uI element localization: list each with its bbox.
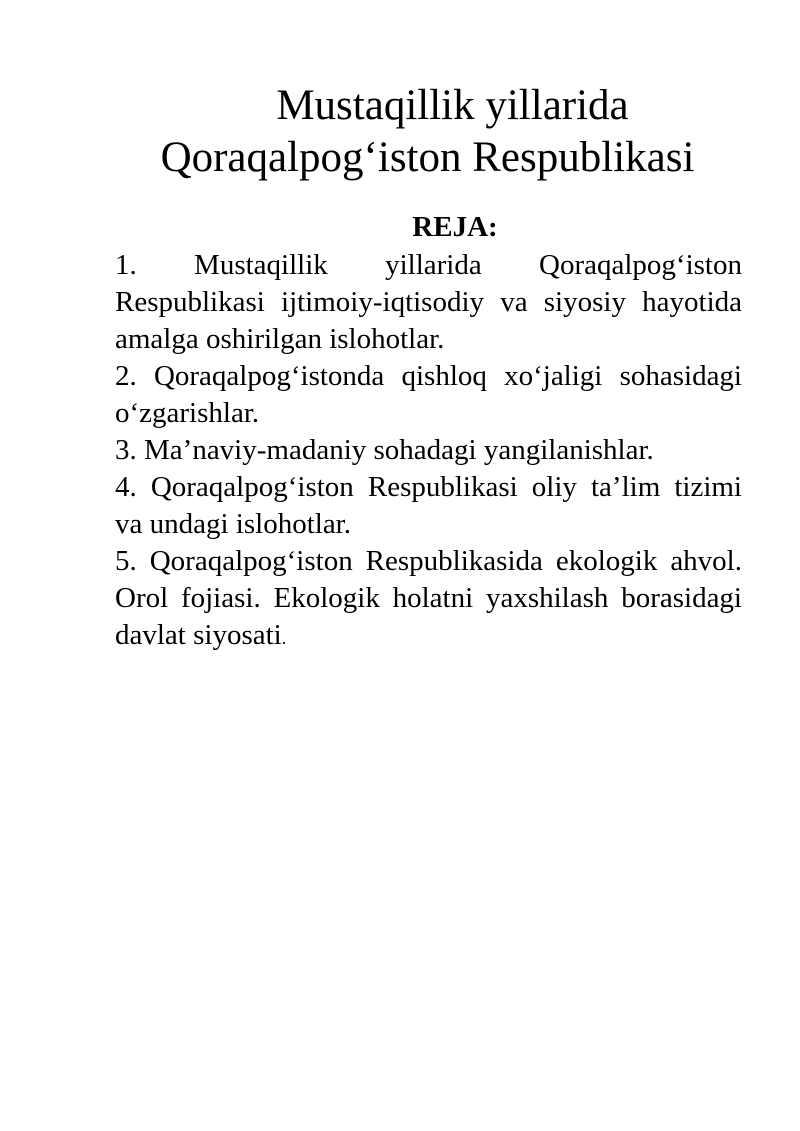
plan-item-4: 4. Qoraqalpog‘iston Respublikasi oliy ta’lim tizimi va undagi islohotlar. bbox=[115, 471, 742, 540]
plan-item-5-period: . bbox=[281, 628, 287, 648]
plan-item-1: 1. Mustaqillik yillarida Qoraqalpog‘iston Respublikasi ijtimoiy-iqtisodiy va siyosiy hayotida amalga oshirilgan islohotlar. bbox=[115, 249, 742, 355]
plan-heading: REJA: bbox=[412, 211, 498, 243]
plan-item-5-text: 5. Qoraqalpog‘iston Respublikasida ekologik ahvol. Orol fojiasi. Ekologik holatni yaxshilash borasidagi davlat siyosati bbox=[115, 545, 742, 651]
title-line-2: Qoraqalpog‘iston Respublikasi bbox=[160, 134, 695, 181]
plan-item-5 bbox=[115, 543, 742, 657]
plan-list bbox=[115, 247, 742, 657]
plan-item-3: 3. Ma’naviy-madaniy sohadagi yangilanishlar. bbox=[115, 434, 654, 466]
title-line-1: Mustaqillik yillarida bbox=[276, 82, 629, 129]
document-title bbox=[0, 80, 800, 184]
plan-item-2: 2. Qoraqalpog‘istonda qishloq xo‘jaligi sohasidagi o‘zgarishlar. bbox=[115, 360, 742, 429]
